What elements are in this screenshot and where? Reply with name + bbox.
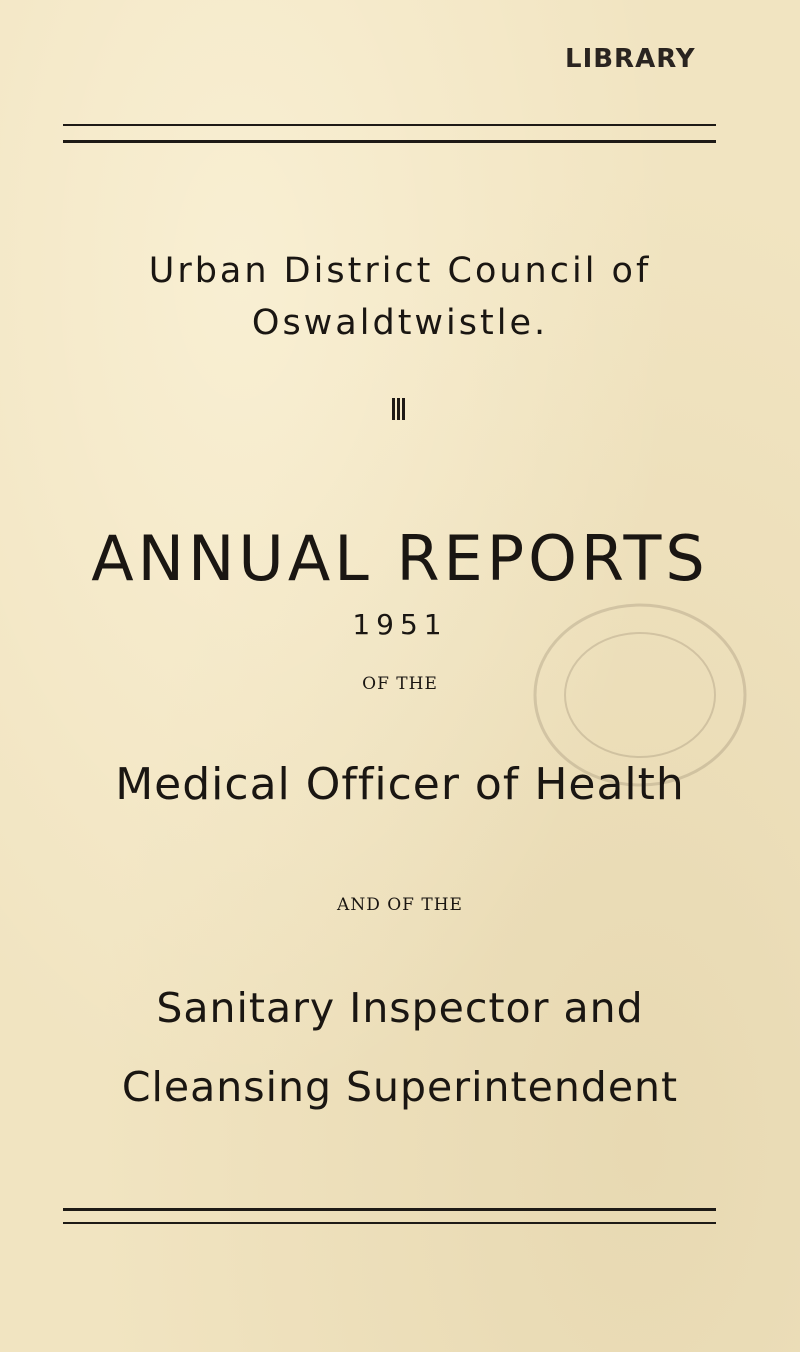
cleansing-superintendent-heading: Cleansing Superintendent <box>121 1063 679 1111</box>
of-the-label: OF THE <box>362 674 438 694</box>
top-rule-thick <box>63 140 716 143</box>
council-name: Urban District Council of <box>148 251 652 291</box>
library-stamp: LIBRARY <box>565 44 696 74</box>
medical-officer-heading: Medical Officer of Health <box>115 759 685 810</box>
divider-ornament-icon <box>392 398 406 420</box>
bottom-rule-thick <box>63 1208 716 1211</box>
top-rule-thin <box>63 124 716 126</box>
report-year: 1951 <box>352 608 448 641</box>
bottom-rule-thin <box>63 1222 716 1224</box>
sanitary-inspector-heading: Sanitary Inspector and <box>156 984 644 1032</box>
and-of-the-label: AND OF THE <box>337 895 463 915</box>
town-name: Oswaldtwistle. <box>251 303 549 343</box>
report-title: ANNUAL REPORTS <box>91 522 709 595</box>
